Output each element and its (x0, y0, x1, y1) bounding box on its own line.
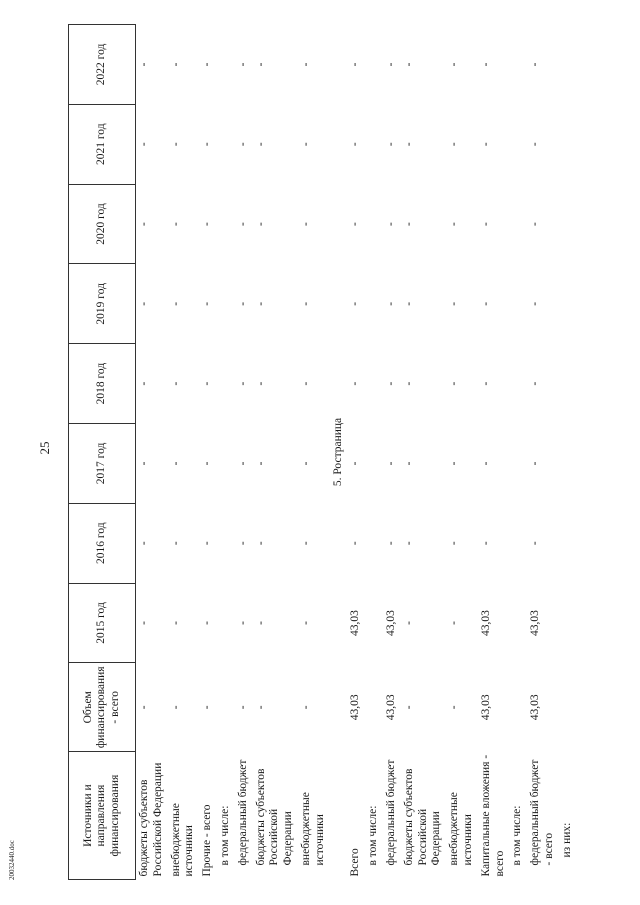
row-value: - (529, 541, 542, 546)
row-value (217, 25, 235, 105)
row-value: - (236, 381, 249, 386)
row-value: - (384, 541, 397, 546)
row-value (509, 264, 527, 344)
row-value: - (448, 62, 461, 67)
row-value: - (138, 621, 150, 625)
row-value: - (402, 142, 415, 147)
row-value: 43,03 (384, 694, 397, 721)
row-value (559, 104, 577, 184)
row-value (365, 264, 383, 344)
row-value (365, 104, 383, 184)
row-value: - (402, 301, 415, 306)
row-value: - (448, 301, 461, 306)
row-value: - (479, 541, 492, 546)
row-value: - (236, 461, 249, 466)
table-row (383, 25, 401, 880)
row-value: - (169, 301, 182, 306)
row-value: - (349, 62, 362, 67)
row-value: - (299, 461, 312, 466)
row-value: - (254, 62, 267, 67)
table-row (253, 25, 298, 880)
row-value: - (448, 541, 461, 546)
section-row (330, 25, 348, 880)
row-value: - (448, 222, 461, 226)
row-value: - (349, 461, 362, 466)
row-value: - (138, 62, 150, 67)
row-value: - (479, 461, 492, 466)
row-value (559, 264, 577, 344)
section-title: 5. Ространица (331, 417, 344, 487)
row-value: - (349, 541, 362, 546)
row-value: 43,03 (479, 694, 492, 721)
header-year: 2017 год (69, 424, 136, 504)
row-value (365, 583, 383, 663)
row-value (217, 424, 235, 504)
row-value: - (529, 301, 542, 306)
row-value (559, 503, 577, 583)
row-value: - (254, 142, 267, 147)
row-label: внебюджетные источники (448, 792, 474, 866)
row-value: - (479, 222, 492, 226)
table-row (478, 25, 510, 880)
row-value: - (169, 621, 182, 625)
row-value (509, 25, 527, 105)
header-source: Источники и направления финансирования (69, 752, 136, 880)
row-value: 43,03 (529, 610, 542, 636)
row-value: - (254, 621, 267, 625)
row-value: - (479, 142, 492, 147)
table-row (509, 25, 527, 880)
row-value: - (138, 461, 150, 466)
row-value: 43,03 (529, 694, 542, 721)
row-label: внебюджетные источники (169, 803, 196, 877)
row-value: - (201, 541, 214, 546)
row-label: Капитальные вложения - всего (479, 754, 506, 877)
row-value: - (384, 461, 397, 466)
financing-table (68, 24, 577, 880)
row-value: - (138, 142, 150, 147)
table-row (298, 25, 330, 880)
row-value: - (479, 62, 492, 67)
rotated-table-area (68, 0, 616, 905)
row-value: - (254, 222, 267, 226)
row-value: - (201, 62, 214, 67)
row-value: - (201, 461, 214, 466)
row-value: - (402, 461, 415, 466)
row-label: из них: (560, 822, 573, 858)
row-value (509, 503, 527, 583)
header-year: 2015 год (69, 583, 136, 663)
row-value: - (138, 541, 150, 546)
row-value: - (402, 621, 415, 625)
row-value: - (169, 705, 182, 710)
row-value: - (138, 222, 150, 226)
row-value: - (479, 381, 492, 386)
table-row (168, 25, 200, 880)
row-value: - (254, 301, 267, 306)
row-value: - (384, 142, 397, 147)
row-value (559, 184, 577, 264)
row-value: - (299, 381, 312, 386)
header-year: 2020 год (69, 184, 136, 264)
row-value (217, 184, 235, 264)
row-value (559, 25, 577, 105)
row-label: федеральный бюджет (384, 759, 397, 866)
row-value: 43,03 (479, 610, 492, 636)
row-value: - (529, 461, 542, 466)
row-value: - (169, 381, 182, 386)
row-value: - (254, 541, 267, 546)
row-label: в том числе: (367, 805, 380, 866)
row-value: - (299, 301, 312, 306)
table-row (527, 25, 559, 880)
row-value: - (349, 301, 362, 306)
row-value: - (169, 142, 182, 147)
header-total: Объем финансирования - всего (69, 663, 136, 752)
row-value: - (349, 222, 362, 226)
row-value: - (349, 381, 362, 386)
row-value: - (448, 705, 461, 710)
row-value: - (402, 705, 415, 710)
row-value (365, 184, 383, 264)
row-label: бюджеты субъектов Российской Федерации (402, 768, 443, 866)
row-label: в том числе: (511, 805, 524, 866)
row-value: - (448, 621, 461, 625)
row-value (365, 663, 383, 752)
row-value: - (236, 621, 249, 625)
table-row (199, 25, 217, 880)
row-value (559, 583, 577, 663)
row-value (365, 344, 383, 424)
row-label: Прочие - всего (201, 804, 214, 877)
row-value (365, 503, 383, 583)
row-value: - (384, 301, 397, 306)
row-value: - (448, 461, 461, 466)
row-value (559, 424, 577, 504)
row-value: - (138, 381, 150, 386)
row-value: - (529, 222, 542, 226)
row-value: - (138, 705, 150, 710)
row-label: бюджеты субъектов Российской Федерации (254, 768, 295, 866)
row-label: федеральный бюджет (236, 759, 249, 866)
row-label: в том числе: (218, 805, 231, 866)
row-value: - (529, 142, 542, 147)
table-row (446, 25, 478, 880)
row-value: - (201, 301, 214, 306)
row-value: - (254, 461, 267, 466)
row-value: - (236, 142, 249, 147)
row-value: 43,03 (349, 694, 362, 721)
row-value (559, 663, 577, 752)
row-value: - (254, 381, 267, 386)
row-value: - (299, 621, 312, 625)
row-value (365, 424, 383, 504)
row-value: - (169, 62, 182, 67)
row-value: - (236, 62, 249, 67)
row-value: - (529, 62, 542, 67)
row-label: Всего (349, 848, 362, 877)
row-value: - (384, 222, 397, 226)
row-value (217, 503, 235, 583)
table-row (365, 25, 383, 880)
row-value: - (299, 541, 312, 546)
row-value (509, 583, 527, 663)
row-value: - (448, 381, 461, 386)
row-value (559, 344, 577, 424)
row-value (509, 184, 527, 264)
row-value (509, 104, 527, 184)
row-value (217, 583, 235, 663)
row-value: - (448, 142, 461, 147)
table-row (401, 25, 446, 880)
row-label: бюджеты субъектов Российской Федерации (138, 762, 164, 877)
table-row (217, 25, 235, 880)
header-year: 2021 год (69, 104, 136, 184)
header-year: 2022 год (69, 25, 136, 105)
row-value: - (236, 541, 249, 546)
row-value: - (299, 222, 312, 226)
row-value (217, 663, 235, 752)
row-value: - (402, 62, 415, 67)
row-value: - (402, 541, 415, 546)
row-value: - (201, 705, 214, 710)
row-value: - (299, 62, 312, 67)
row-value: 43,03 (384, 610, 397, 636)
page-number: 25 (37, 441, 52, 455)
row-value: - (236, 705, 249, 710)
financing-table-rotated (68, 24, 616, 880)
row-value: - (236, 301, 249, 306)
row-value: - (529, 381, 542, 386)
row-label: внебюджетные источники (299, 792, 326, 866)
row-value: - (479, 301, 492, 306)
table-row (136, 25, 168, 880)
row-value (509, 344, 527, 424)
row-value: - (236, 222, 249, 226)
row-value: - (299, 142, 312, 147)
row-value: - (384, 62, 397, 67)
row-value: - (169, 541, 182, 546)
row-value: - (169, 461, 182, 466)
row-value: - (402, 381, 415, 386)
table-header-row (69, 25, 136, 880)
row-value (217, 344, 235, 424)
table-row (347, 25, 365, 880)
table-row (559, 25, 577, 880)
row-value: - (299, 705, 312, 710)
row-value: 43,03 (349, 610, 362, 636)
table-row (235, 25, 253, 880)
header-year: 2018 год (69, 344, 136, 424)
row-value: - (349, 142, 362, 147)
row-value (509, 663, 527, 752)
row-value (365, 25, 383, 105)
row-value (509, 424, 527, 504)
row-value (217, 264, 235, 344)
header-year: 2019 год (69, 264, 136, 344)
row-value (217, 104, 235, 184)
row-value: - (201, 381, 214, 386)
row-value: - (169, 222, 182, 226)
row-label: федеральный бюджет - всего (529, 759, 555, 866)
header-year: 2016 год (69, 503, 136, 583)
row-value: - (254, 705, 267, 710)
row-value: - (402, 222, 415, 226)
row-value: - (384, 381, 397, 386)
row-value: - (201, 142, 214, 147)
row-value: - (201, 621, 214, 625)
row-value: - (201, 222, 214, 226)
row-value: - (138, 301, 150, 306)
document-file-code: 20032440.doc (8, 840, 16, 880)
